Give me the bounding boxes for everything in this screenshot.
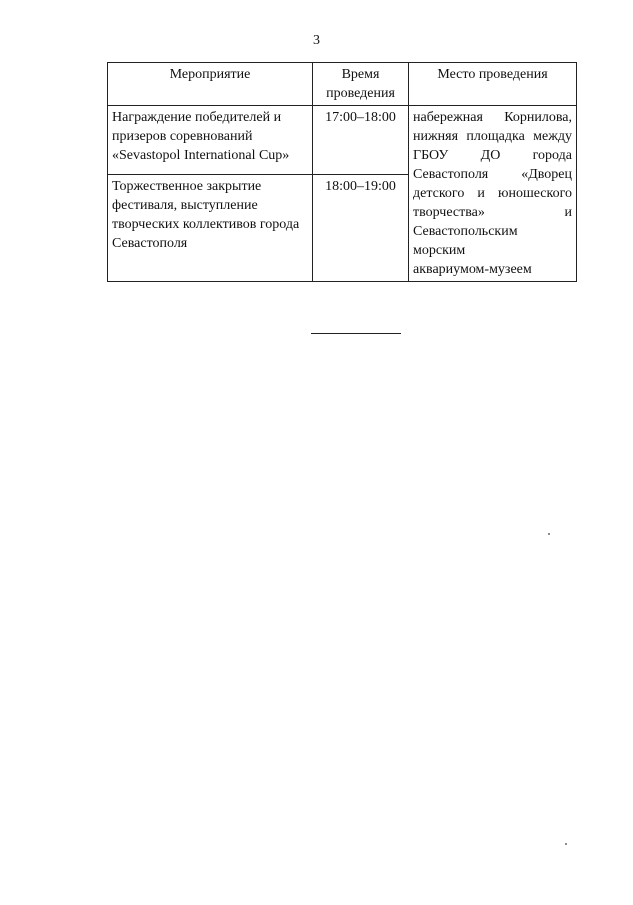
schedule-table <box>107 62 577 282</box>
place-line: детского и юношеского <box>413 186 572 201</box>
place-line: нижняя площадка между <box>413 129 572 144</box>
place-line: Севастополя «Дворец <box>413 167 572 182</box>
header-event: Мероприятие <box>108 63 313 106</box>
table-row <box>108 106 577 175</box>
time-cell: 17:00–18:00 <box>313 106 409 175</box>
header-time: Время проведения <box>313 63 409 106</box>
place-line: творчества» и <box>413 205 572 220</box>
event-cell: Награждение победителей и призеров соревнований «Sevastopol International Cup» <box>108 106 313 175</box>
place-line: Севастопольским морским <box>413 224 518 258</box>
page-number: 3 <box>313 33 320 48</box>
place-line: набережная Корнилова, <box>413 110 572 125</box>
header-place: Место проведения <box>409 63 577 106</box>
place-line: аквариумом-музеем <box>413 262 532 277</box>
scan-speck <box>565 843 567 845</box>
scan-speck <box>548 533 550 535</box>
table-header-row <box>108 63 577 106</box>
section-divider <box>311 333 401 334</box>
event-cell: Торжественное закрытие фестиваля, выступление творческих коллективов города Севастополя <box>108 174 313 281</box>
time-cell: 18:00–19:00 <box>313 174 409 281</box>
place-line: ГБОУ ДО города <box>413 148 572 163</box>
place-cell <box>409 106 577 282</box>
